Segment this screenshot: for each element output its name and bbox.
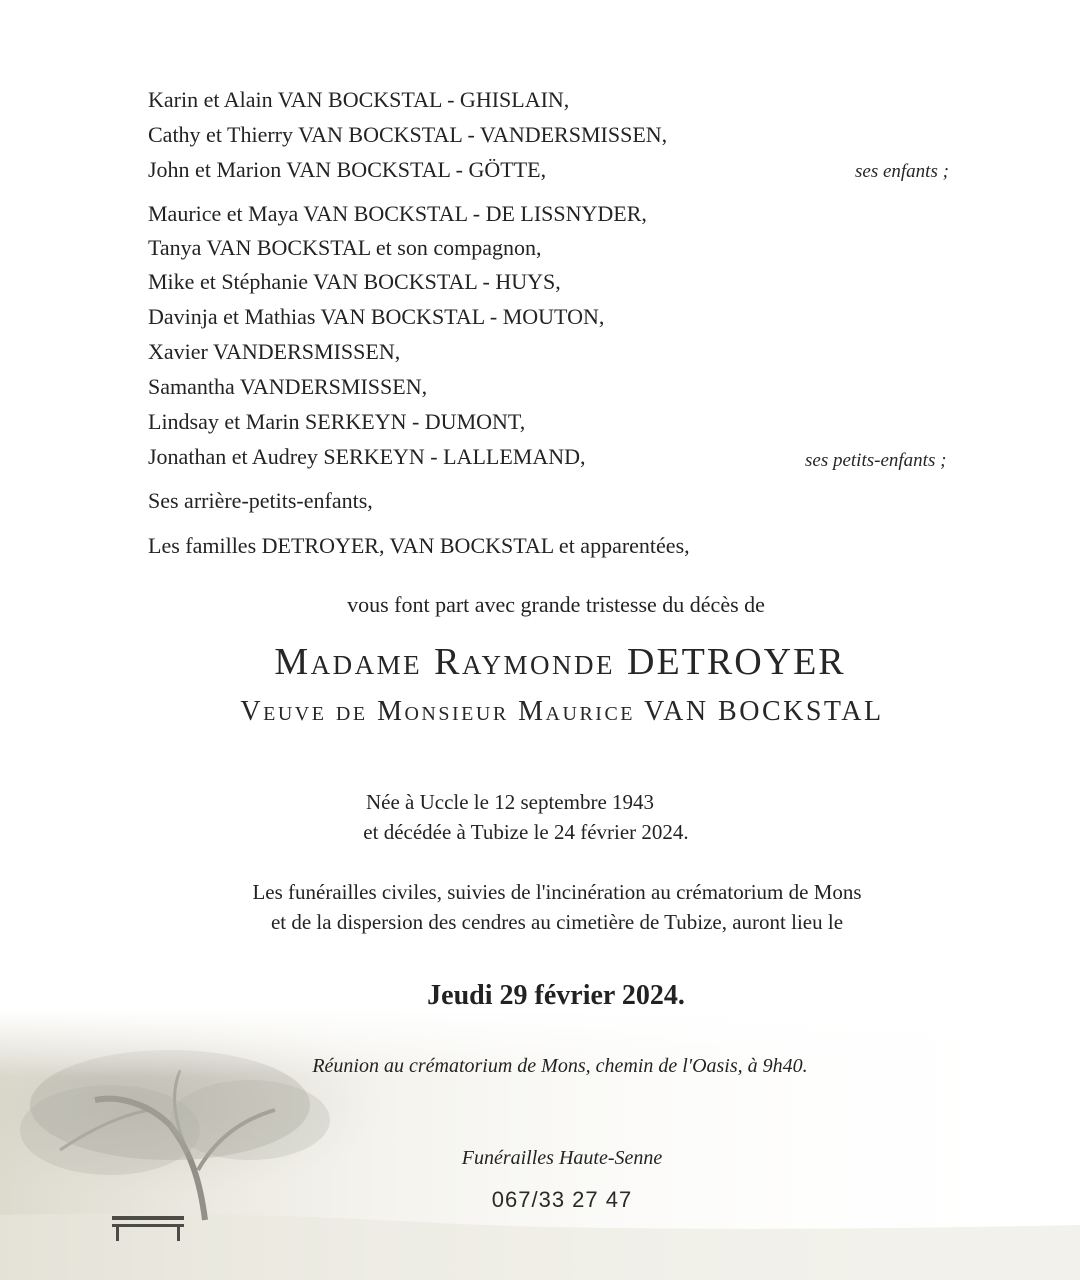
undertaker-phone: 067/33 27 47 xyxy=(491,1187,633,1212)
family-line: Maurice et Maya VAN BOCKSTAL - DE LISSNYDER, xyxy=(148,201,647,226)
children-label: ses enfants ; xyxy=(855,161,949,182)
family-line: Karin et Alain VAN BOCKSTAL - GHISLAIN, xyxy=(148,87,570,112)
funeral-text-line: Les funérailles civiles, suivies de l'incinération au crématorium de Mons xyxy=(252,880,862,904)
families-line: Les familles DETROYER, VAN BOCKSTAL et apparentées, xyxy=(148,533,690,558)
deceased-name-prefix: Madame Raymonde xyxy=(274,641,615,683)
death-info: et décédée à Tubize le 24 février 2024. xyxy=(363,820,689,844)
family-line: Davinja et Mathias VAN BOCKSTAL - MOUTON, xyxy=(148,304,605,329)
family-line: Mike et Stéphanie VAN BOCKSTAL - HUYS, xyxy=(148,269,561,294)
widow-surname: VAN BOCKSTAL xyxy=(644,696,884,727)
deceased-name xyxy=(20,640,1080,684)
deceased-surname: DETROYER xyxy=(627,641,846,683)
family-line: Lindsay et Marin SERKEYN - DUMONT, xyxy=(148,409,526,434)
undertaker-name: Funérailles Haute-Senne xyxy=(461,1147,663,1169)
meeting-info: Réunion au crématorium de Mons, chemin de l'Oasis, à 9h40. xyxy=(312,1055,808,1077)
widow-prefix: Veuve de Monsieur Maurice xyxy=(240,696,635,727)
announcement-intro: vous font part avec grande tristesse du décès de xyxy=(347,592,765,617)
family-line: John et Marion VAN BOCKSTAL - GÖTTE, xyxy=(148,157,547,182)
widow-line xyxy=(22,696,1080,728)
great-grandchildren-line: Ses arrière-petits-enfants, xyxy=(148,488,373,513)
family-line: Samantha VANDERSMISSEN, xyxy=(148,374,428,399)
birth-info: Née à Uccle le 12 septembre 1943 xyxy=(365,790,655,814)
funeral-date: Jeudi 29 février 2024. xyxy=(427,980,685,1011)
family-line: Cathy et Thierry VAN BOCKSTAL - VANDERSMISSEN, xyxy=(148,122,668,147)
family-line: Xavier VANDERSMISSEN, xyxy=(148,339,401,364)
family-line: Jonathan et Audrey SERKEYN - LALLEMAND, xyxy=(148,444,586,469)
grandchildren-label: ses petits-enfants ; xyxy=(805,450,947,471)
funeral-text-line: et de la dispersion des cendres au cimetière de Tubize, auront lieu le xyxy=(270,910,844,934)
family-line: Tanya VAN BOCKSTAL et son compagnon, xyxy=(148,235,542,260)
landscape-illustration xyxy=(0,1010,1080,1280)
